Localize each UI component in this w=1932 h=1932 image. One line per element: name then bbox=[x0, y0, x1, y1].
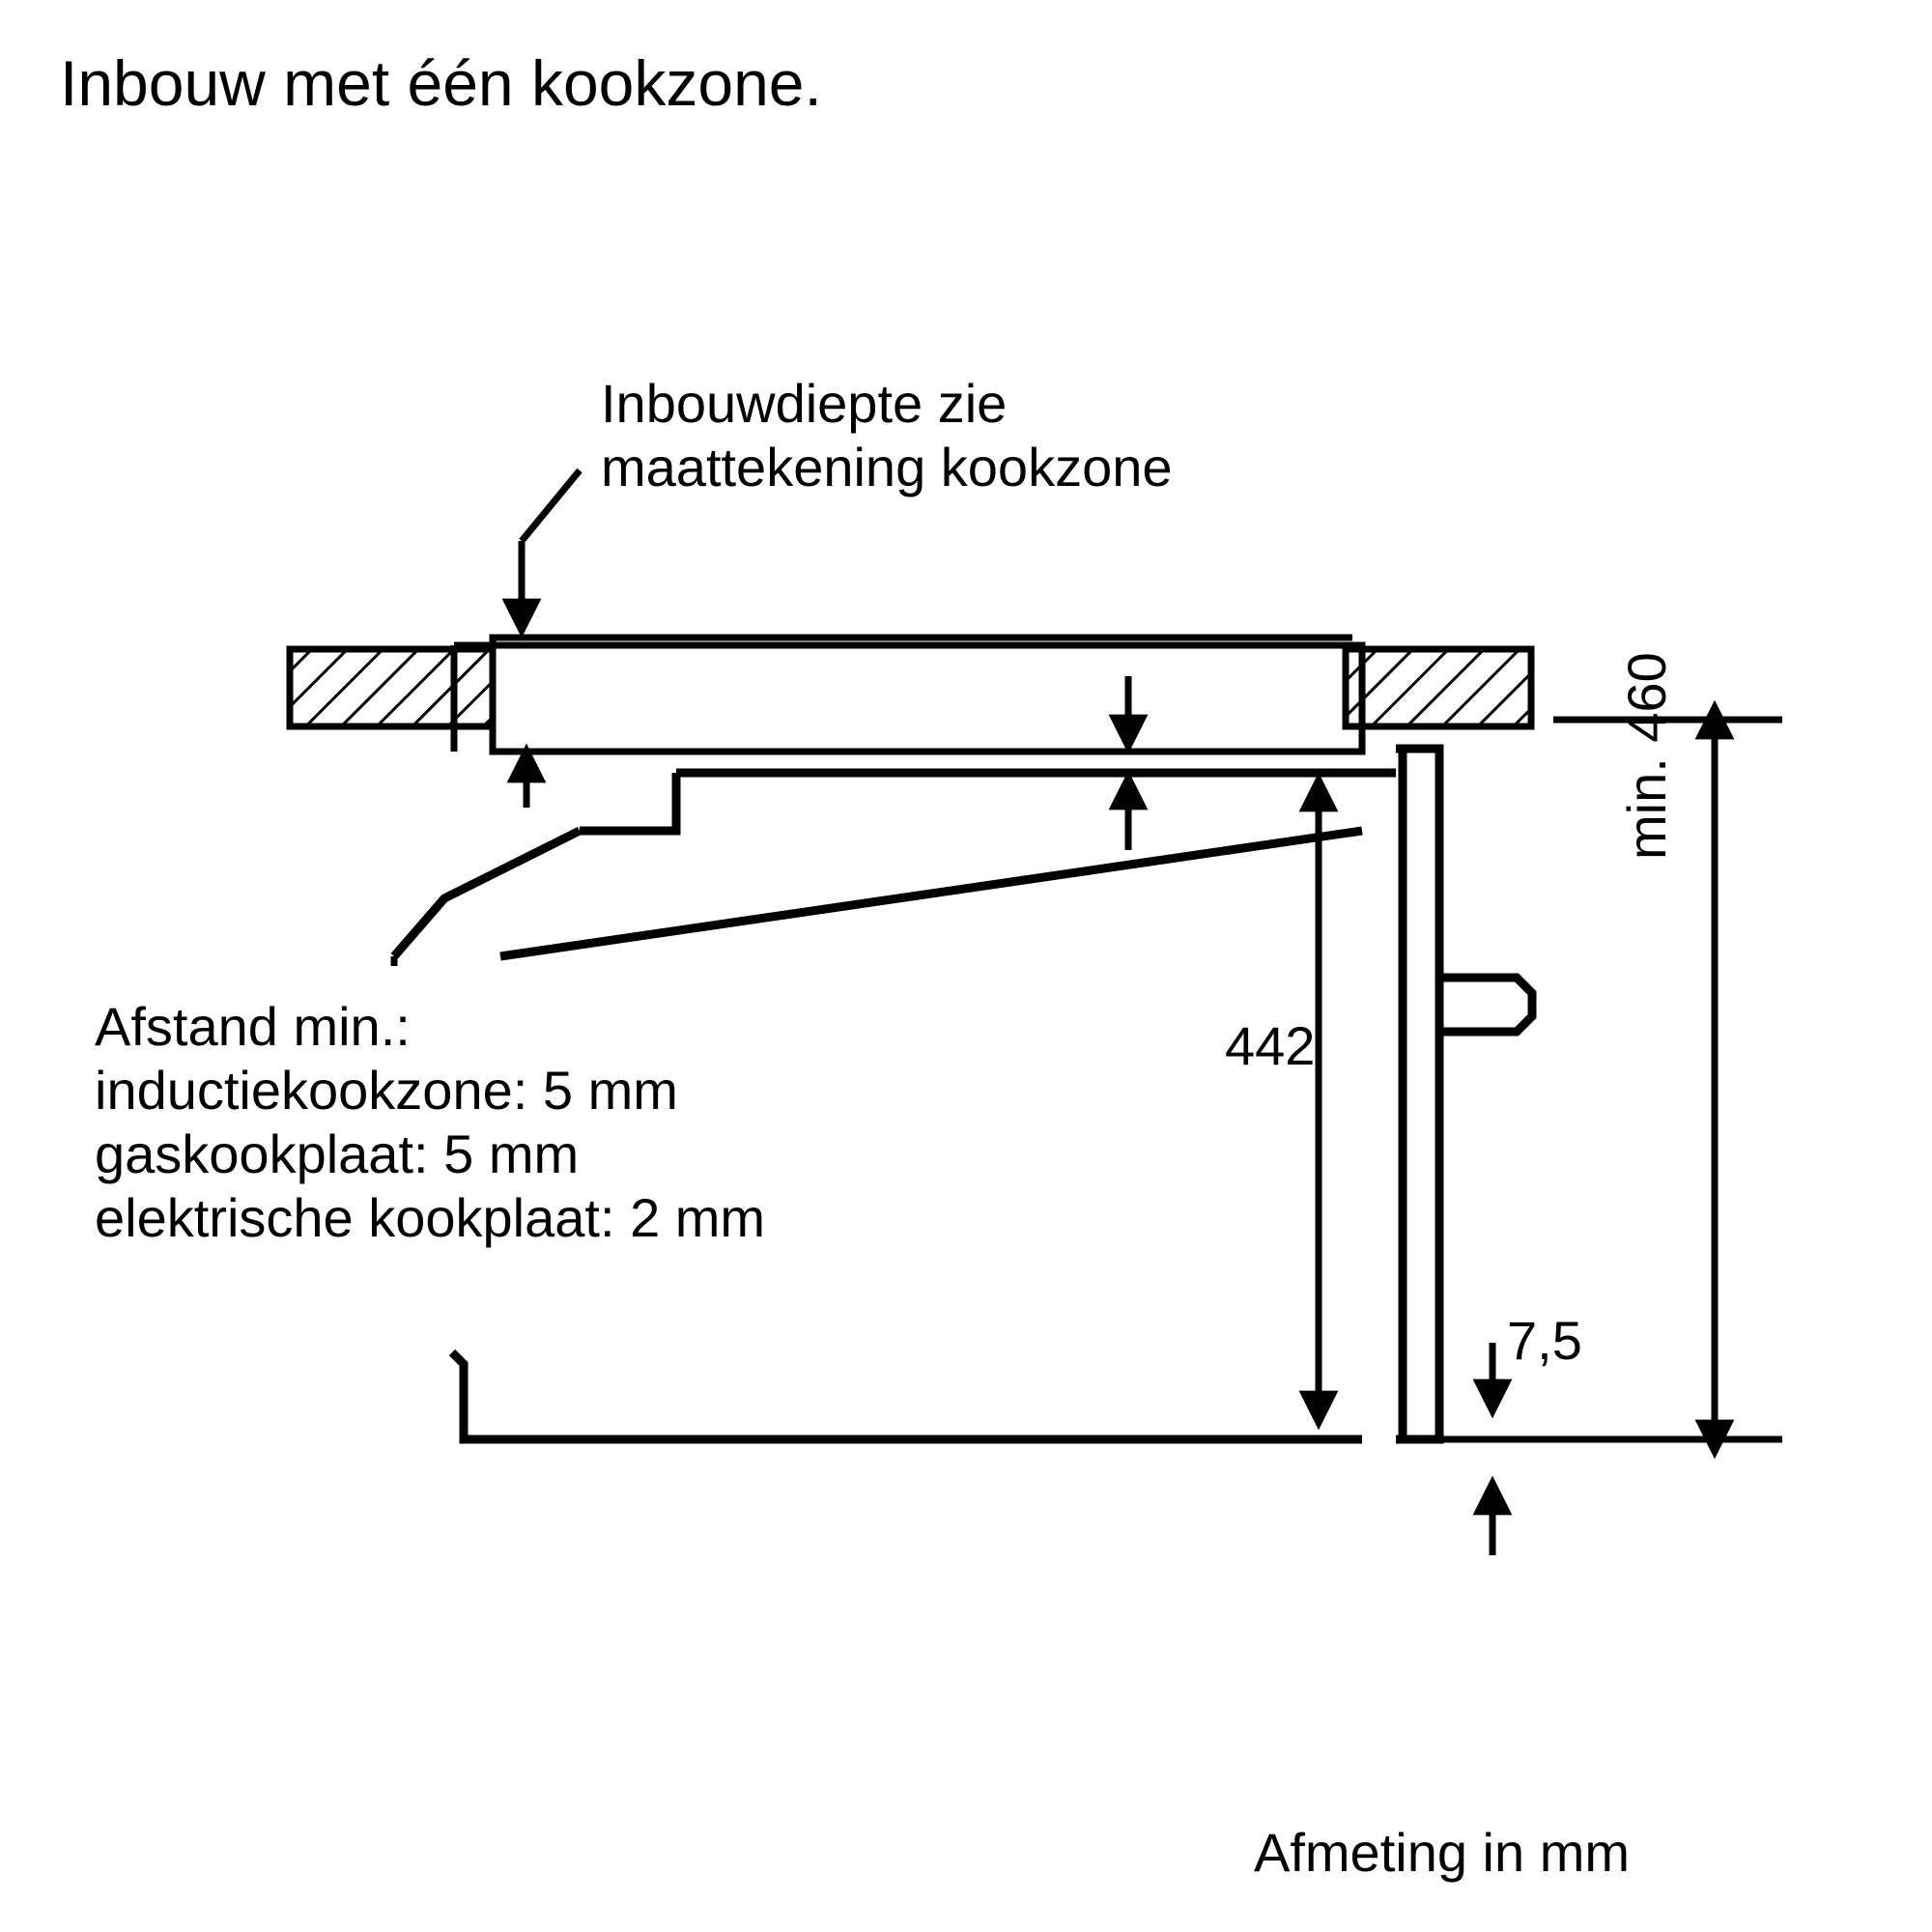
annotation-min-distance-line2: inductiekookzone: 5 mm bbox=[95, 1060, 678, 1122]
annotation-min-distance-line1: Afstand min.: bbox=[95, 996, 411, 1057]
annotation-min-distance-line4: elektrische kookplaat: 2 mm bbox=[95, 1187, 766, 1249]
dimension-label-min-460: min. 460 bbox=[1616, 652, 1677, 860]
footer-unit-note: Afmeting in mm bbox=[1254, 1822, 1630, 1883]
cooktop-outline bbox=[454, 638, 1362, 752]
dimension-line-7-5 bbox=[1439, 1343, 1662, 1555]
dimension-label-442: 442 bbox=[1225, 1015, 1316, 1076]
leader-install-depth bbox=[522, 470, 580, 618]
annotation-install-depth-line2: maattekening kookzone bbox=[601, 437, 1173, 498]
annotation-install-depth-line1: Inbouwdiepte zie bbox=[601, 373, 1008, 434]
worktop-right bbox=[1346, 649, 1531, 726]
dimension-line-min-460 bbox=[1430, 720, 1782, 1439]
page-title: Inbouw met één kookzone. bbox=[60, 47, 822, 119]
appliance-knob bbox=[1439, 961, 1532, 1048]
worktop-left bbox=[290, 649, 493, 726]
annotation-min-distance-line3: gaskookplaat: 5 mm bbox=[95, 1123, 580, 1185]
appliance-outline bbox=[394, 749, 1439, 1439]
dimension-label-7-5: 7,5 bbox=[1507, 1310, 1582, 1371]
